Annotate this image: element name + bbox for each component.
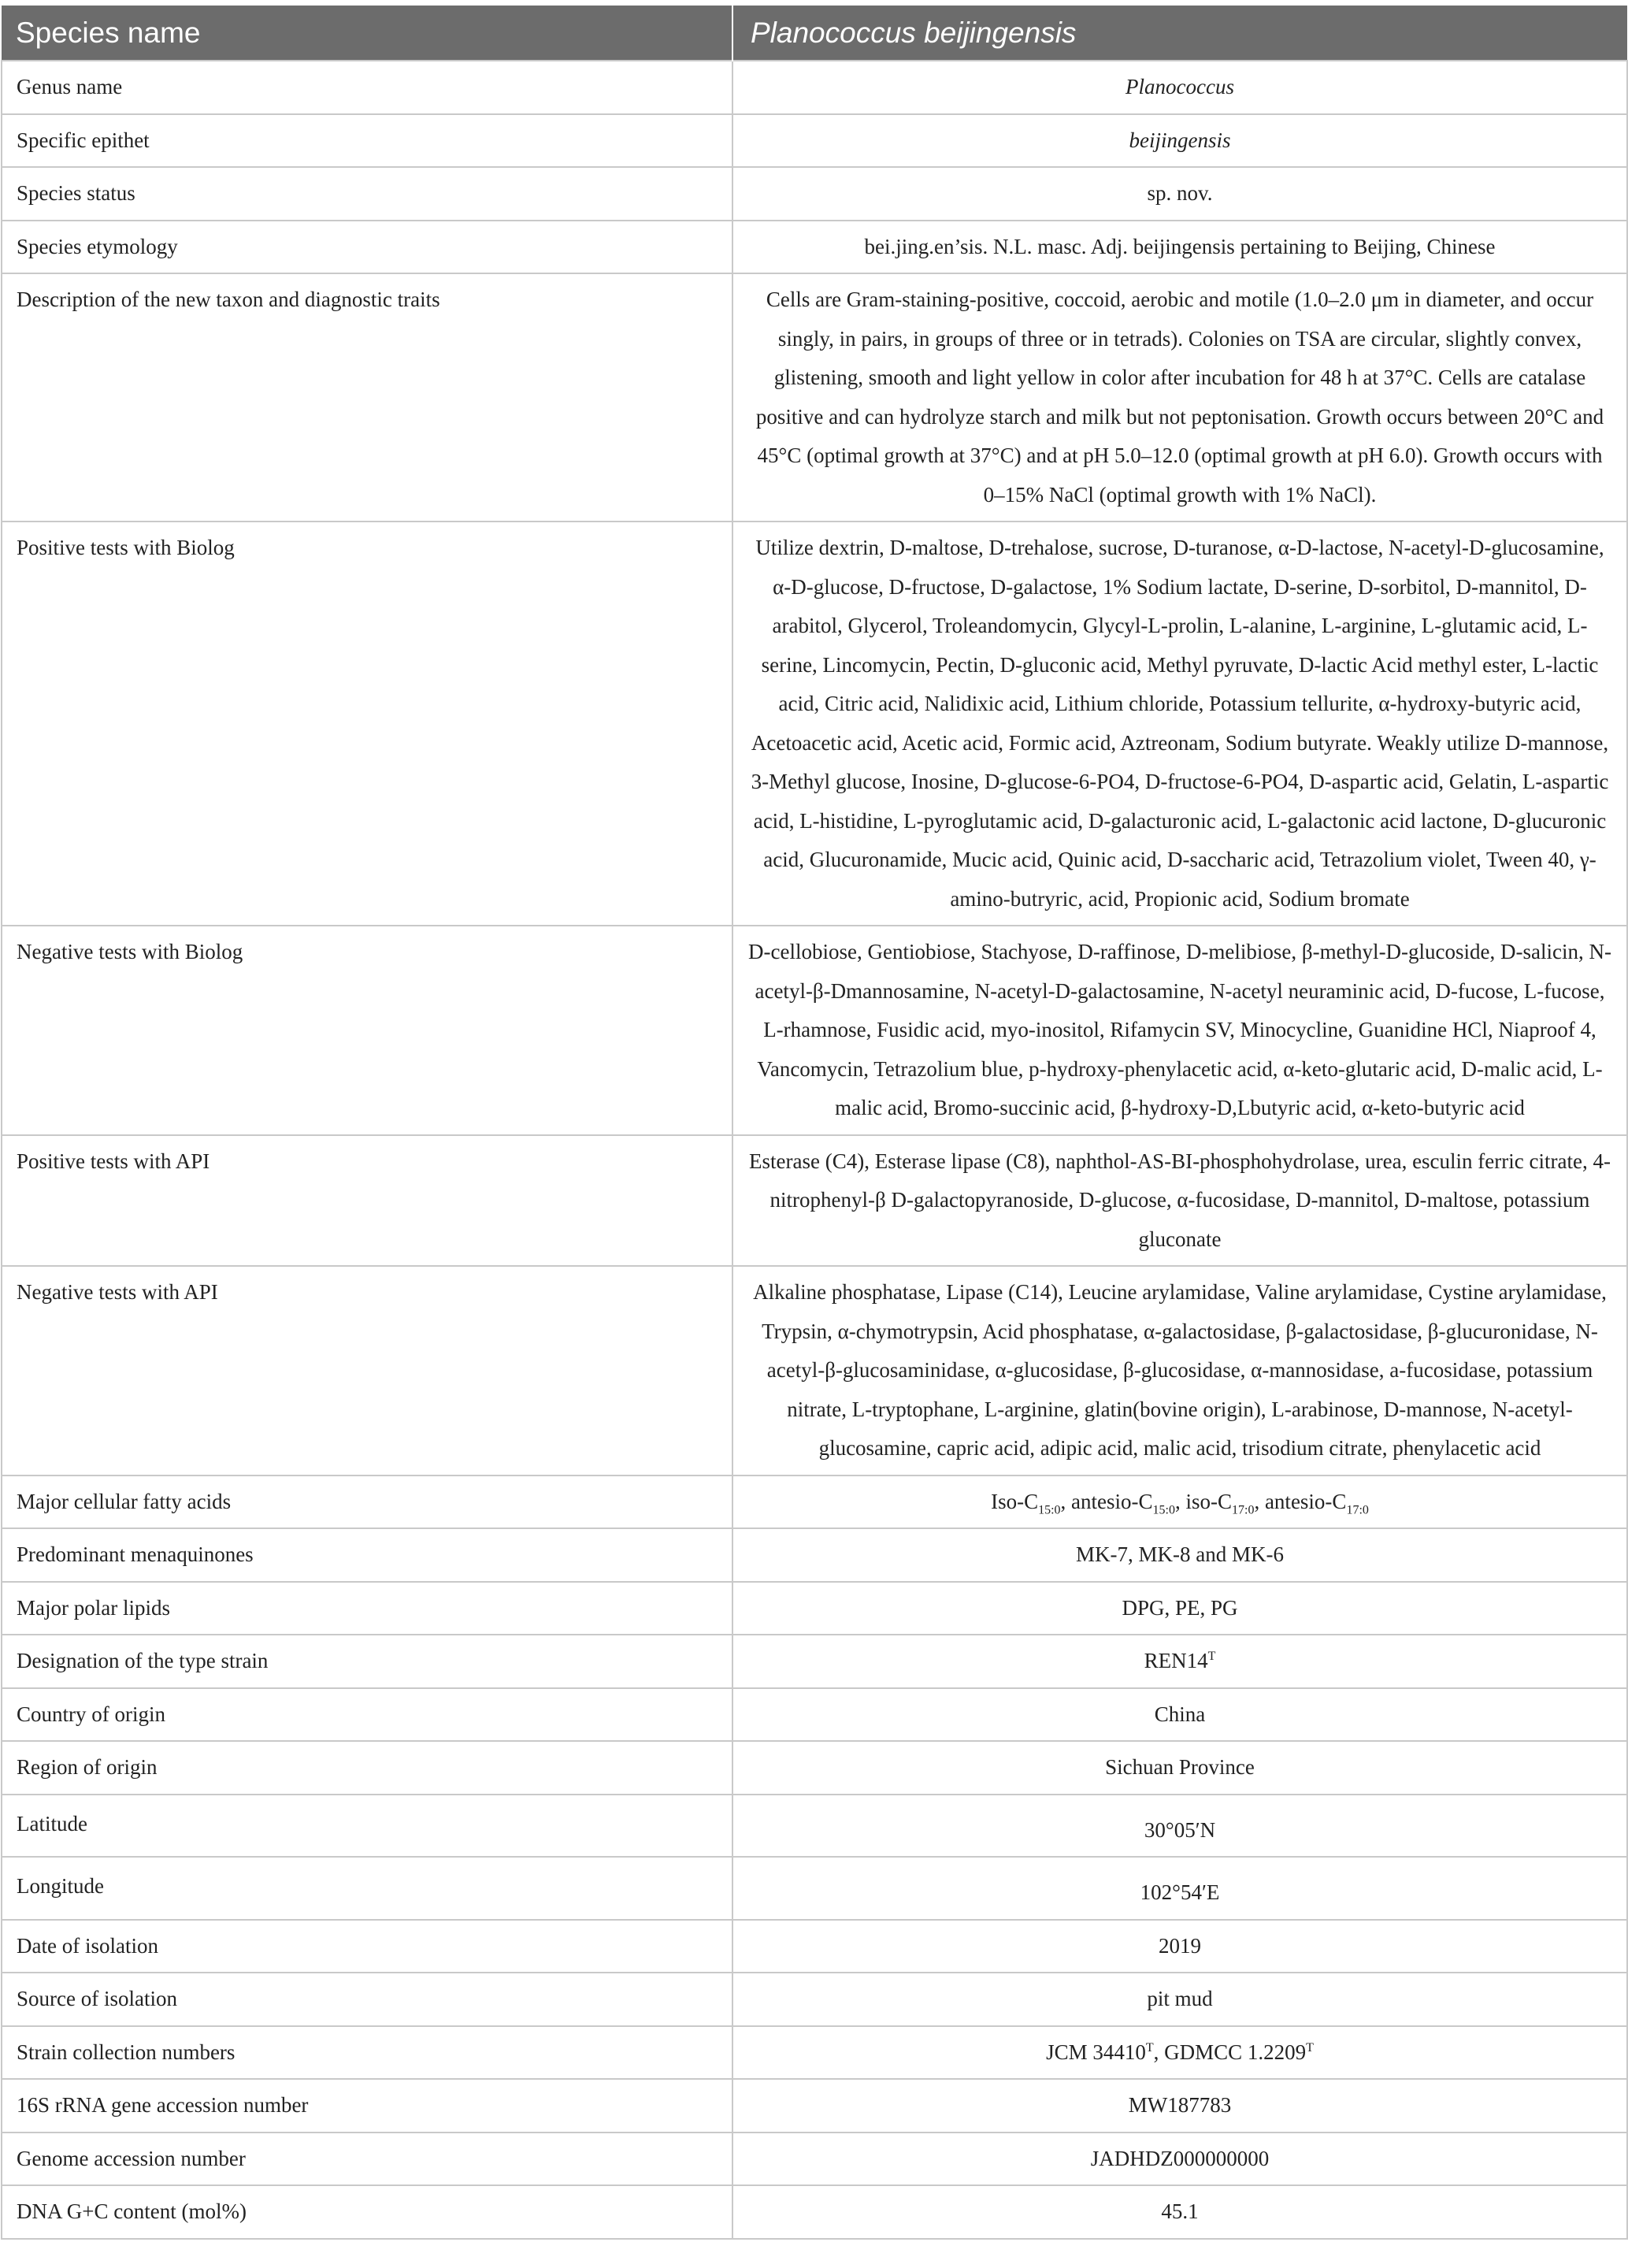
row-label: Positive tests with API xyxy=(2,1135,732,1267)
table-row xyxy=(2,522,1627,926)
row-value: DPG, PE, PG xyxy=(732,1582,1627,1635)
row-value: 45.1 xyxy=(732,2185,1627,2239)
table-row xyxy=(2,1266,1627,1475)
header-species-name: Species name xyxy=(2,6,732,61)
table-row xyxy=(2,1475,1627,1529)
row-value: JCM $34410^T$, GDMCC $1.2209^T$ xyxy=(732,2026,1627,2080)
row-value: D-cellobiose, Gentiobiose, Stachyose, D-raffinose, D-melibiose, β-methyl-D-glucoside, D-salicin, N-acetyl-β-Dmannosamine, N-acetyl-D-galactosamine, N-acetyl neuraminic acid, D-fucose, L-fucose, L-rhamnose, Fusidic acid, myo-inositol, Rifamycin SV, Minocycline, Guanidine HCl, Niaproof 4, Vancomycin, Tetrazolium blue, p-hydroxy-phenylacetic acid, α-keto-glutaric acid, D-malic acid, L-malic acid, Bromo-succinic acid, β-hydroxy-D,Lbutyric acid, α-keto-butyric acid xyxy=(732,926,1627,1135)
row-value: $REN14^T$ xyxy=(732,1635,1627,1688)
table-row xyxy=(2,926,1627,1135)
row-value: JADHDZ000000000 xyxy=(732,2133,1627,2186)
row-label: Genome accession number xyxy=(2,2133,732,2186)
row-value: pit mud xyxy=(732,1973,1627,2026)
row-label: Strain collection numbers xyxy=(2,2026,732,2080)
header-species-value: Planococcus beijingensis xyxy=(732,6,1627,61)
row-label: Latitude xyxy=(2,1795,732,1858)
row-label: 16S rRNA gene accession number xyxy=(2,2079,732,2133)
row-value: bei.jing.en’sis. N.L. masc. Adj. beijingensis pertaining to Beijing, Chinese xyxy=(732,221,1627,274)
table-row xyxy=(2,114,1627,168)
table-row xyxy=(2,1795,1627,1858)
row-label: Specific epithet xyxy=(2,114,732,168)
table-row xyxy=(2,1528,1627,1582)
row-value: Planococcus xyxy=(732,61,1627,114)
row-label: Description of the new taxon and diagnostic traits xyxy=(2,273,732,522)
table-row xyxy=(2,1688,1627,1742)
row-value: Alkaline phosphatase, Lipase (C14), Leucine arylamidase, Valine arylamidase, Cystine arylamidase, Trypsin, α-chymotrypsin, Acid phosphatase, α-galactosidase, β-galactosidase, β-glucuronidase, N-acetyl-β-glucosaminidase, α-glucosidase, β-glucosidase, α-mannosidase, a-fucosidase, potassium nitrate, L-tryptophane, L-arginine, glatin(bovine origin), L-arabinose, D-mannose, N-acetyl-glucosamine, capric acid, adipic acid, malic acid, trisodium citrate, phenylacetic acid xyxy=(732,1266,1627,1475)
row-label: Major cellular fatty acids xyxy=(2,1475,732,1529)
row-label: Longitude xyxy=(2,1857,732,1920)
row-value: 30°05′N xyxy=(732,1795,1627,1858)
row-label: Country of origin xyxy=(2,1688,732,1742)
table-row xyxy=(2,1741,1627,1795)
table-row xyxy=(2,1582,1627,1635)
table-header-row xyxy=(2,6,1627,61)
protologue-table xyxy=(1,6,1628,2240)
row-value: beijingensis xyxy=(732,114,1627,168)
row-label: Major polar lipids xyxy=(2,1582,732,1635)
table-row xyxy=(2,2185,1627,2239)
row-label: Negative tests with API xyxy=(2,1266,732,1475)
table-row xyxy=(2,2133,1627,2186)
row-label: Date of isolation xyxy=(2,1920,732,1973)
row-label: Predominant menaquinones xyxy=(2,1528,732,1582)
row-value: sp. nov. xyxy=(732,167,1627,221)
table-row xyxy=(2,273,1627,522)
row-label: Positive tests with Biolog xyxy=(2,522,732,926)
table-row xyxy=(2,61,1627,114)
table-row xyxy=(2,1857,1627,1920)
row-label: Designation of the type strain xyxy=(2,1635,732,1688)
row-value: Utilize dextrin, D-maltose, D-trehalose, sucrose, D-turanose, α-D-lactose, N-acetyl-D-glucosamine, α-D-glucose, D-fructose, D-galactose, 1% Sodium lactate, D-serine, D-sorbitol, D-mannitol, D-arabitol, Glycerol, Troleandomycin, Glycyl-L-prolin, L-alanine, L-arginine, L-glutamic acid, L-serine, Lincomycin, Pectin, D-gluconic acid, Methyl pyruvate, D-lactic Acid methyl ester, L-lactic acid, Citric acid, Nalidixic acid, Lithium chloride, Potassium tellurite, α-hydroxy-butyric acid, Acetoacetic acid, Acetic acid, Formic acid, Aztreonam, Sodium butyrate. Weakly utilize D-mannose, 3-Methyl glucose, Inosine, D-glucose-6-PO4, D-fructose-6-PO4, D-aspartic acid, Gelatin, L-aspartic acid, L-histidine, L-pyroglutamic acid, D-galacturonic acid, L-galactonic acid lactone, D-glucuronic acid, Glucuronamide, Mucic acid, Quinic acid, D-saccharic acid, Tetrazolium violet, Tween 40, γ-amino-butryric, acid, Propionic acid, Sodium bromate xyxy=(732,522,1627,926)
row-label: Species status xyxy=(2,167,732,221)
table-row xyxy=(2,1635,1627,1688)
row-label: Region of origin xyxy=(2,1741,732,1795)
table-row xyxy=(2,1920,1627,1973)
table-row xyxy=(2,167,1627,221)
row-value: 102°54′E xyxy=(732,1857,1627,1920)
table-row xyxy=(2,1973,1627,2026)
row-value: MW187783 xyxy=(732,2079,1627,2133)
table-row xyxy=(2,221,1627,274)
row-value: 2019 xyxy=(732,1920,1627,1973)
row-value: Sichuan Province xyxy=(732,1741,1627,1795)
row-value: Iso-$C_{15:0}$, antesio-$C_{15:0}$, iso-$C_{17:0}$, antesio-$C_{17:0}$ xyxy=(732,1475,1627,1529)
table-row xyxy=(2,1135,1627,1267)
row-value: Esterase (C4), Esterase lipase (C8), naphthol-AS-BI-phosphohydrolase, urea, esculin ferric citrate, 4-nitrophenyl-β D-galactopyranoside, D-glucose, α-fucosidase, D-mannitol, D-maltose, potassium gluconate xyxy=(732,1135,1627,1267)
row-label: Negative tests with Biolog xyxy=(2,926,732,1135)
row-label: Source of isolation xyxy=(2,1973,732,2026)
row-label: Species etymology xyxy=(2,221,732,274)
table-row xyxy=(2,2079,1627,2133)
row-value: China xyxy=(732,1688,1627,1742)
row-label: Genus name xyxy=(2,61,732,114)
table-row xyxy=(2,2026,1627,2080)
row-label: DNA G+C content (mol%) xyxy=(2,2185,732,2239)
row-value: MK-7, MK-8 and MK-6 xyxy=(732,1528,1627,1582)
row-value: Cells are Gram-staining-positive, coccoid, aerobic and motile (1.0–2.0 μm in diameter, and occur singly, in pairs, in groups of three or in tetrads). Colonies on TSA are circular, slightly convex, glistening, smooth and light yellow in color after incubation for 48 h at 37°C. Cells are catalase positive and can hydrolyze starch and milk but not peptonisation. Growth occurs between 20°C and 45°C (optimal growth at 37°C) and at pH 5.0–12.0 (optimal growth at pH 6.0). Growth occurs with 0–15% NaCl (optimal growth with 1% NaCl). xyxy=(732,273,1627,522)
